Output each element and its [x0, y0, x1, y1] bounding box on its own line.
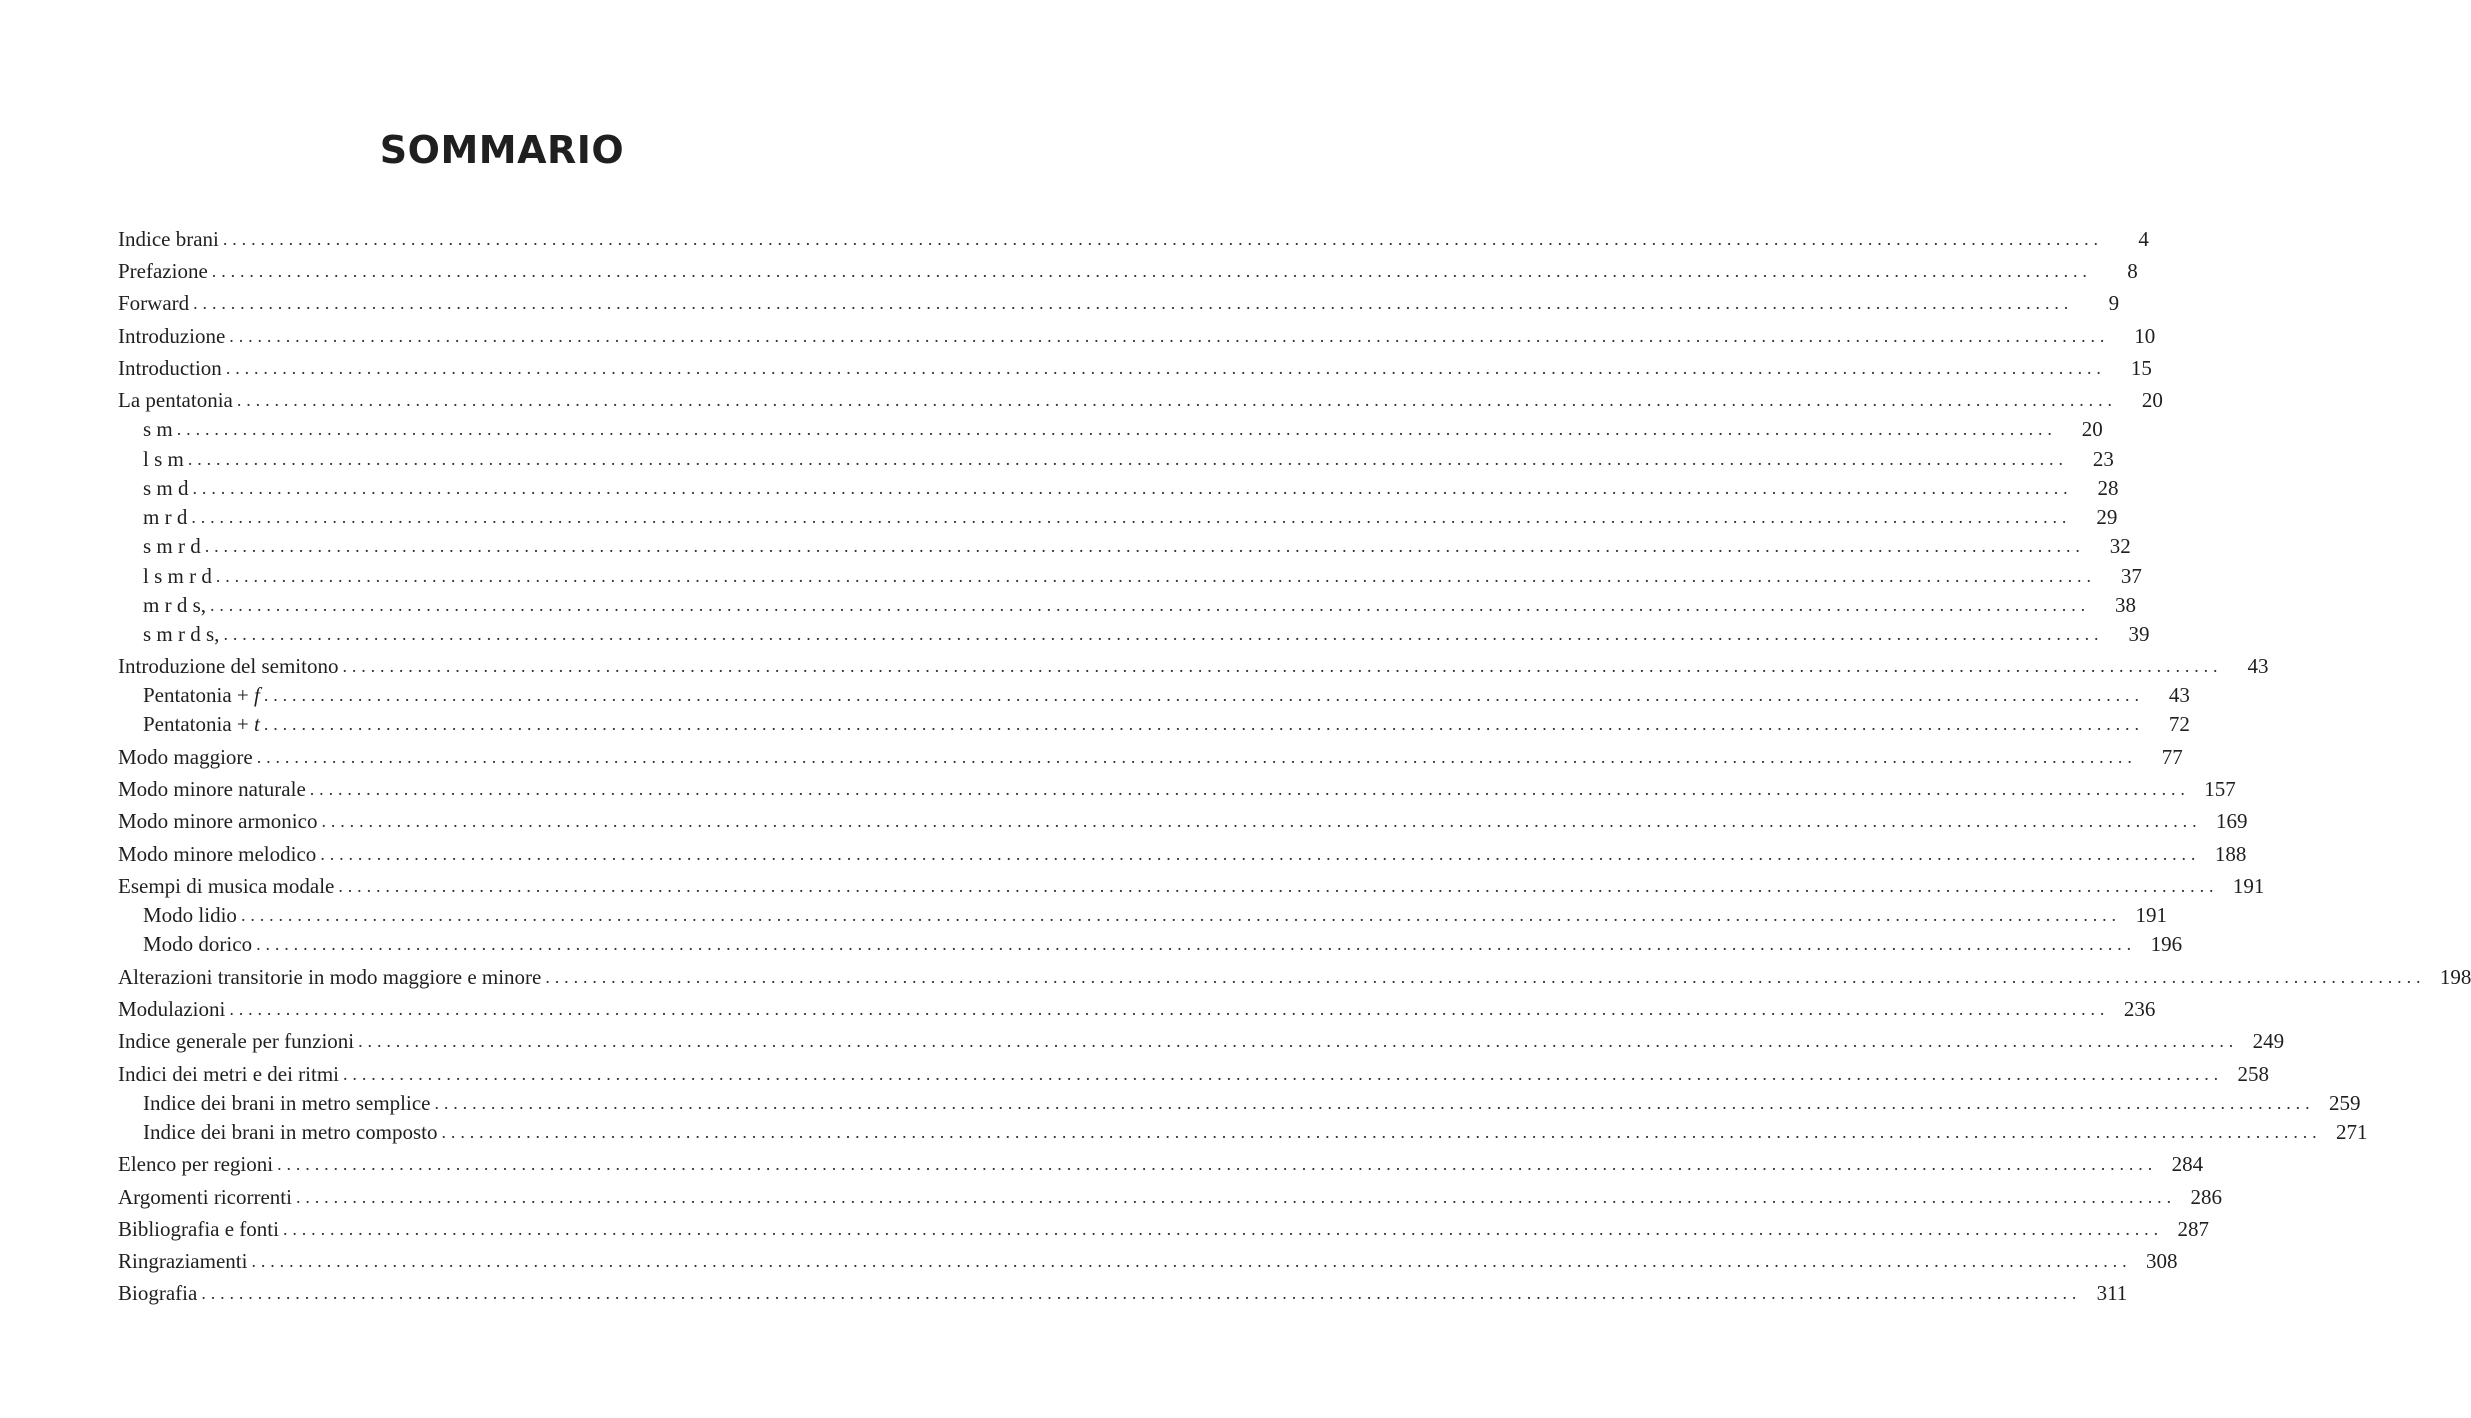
dot-leader: ........................................................................................................................................................................................................ — [176, 419, 2057, 439]
toc-entry — [118, 680, 2190, 710]
toc-entry-page-number: 39 — [2128, 622, 2150, 646]
toc-entry-page-number: 10 — [2134, 324, 2156, 348]
toc-entry — [118, 651, 2269, 681]
toc-entry — [118, 321, 2156, 351]
toc-entry-label: Indici dei metri e dei ritmi — [118, 1062, 340, 1086]
dot-leader: ........................................................................................................................................................................................................ — [192, 478, 2073, 498]
toc-entry-label: s m r d — [143, 534, 201, 558]
toc-entry-label: Modulazioni — [118, 997, 226, 1021]
toc-entry — [118, 444, 2114, 474]
dot-leader: ........................................................................................................................................................................................................ — [545, 967, 2426, 987]
toc-entry — [118, 1117, 2368, 1147]
toc-entry-page-number: 77 — [2161, 745, 2183, 769]
toc-entry-label: Modo minore naturale — [118, 777, 306, 801]
toc-entry-page-number: 258 — [2237, 1062, 2270, 1086]
toc-entry-label: Modo lidio — [143, 903, 237, 927]
toc-entry-label: Forward — [118, 291, 190, 315]
toc-entry — [118, 414, 2103, 444]
dot-leader: ........................................................................................................................................................................................................ — [251, 1251, 2132, 1271]
toc-entry-page-number: 8 — [2127, 259, 2138, 283]
toc-entry-page-number: 157 — [2204, 777, 2236, 801]
dot-leader: ........................................................................................................................................................................................................ — [338, 876, 2219, 896]
toc-entry — [118, 1149, 2204, 1179]
toc-entry — [118, 929, 2183, 959]
dot-leader: ........................................................................................................................................................................................................ — [277, 1154, 2158, 1174]
toc-entry — [118, 561, 2142, 591]
toc-entry-label: Modo minore melodico — [118, 842, 317, 866]
dot-leader: ........................................................................................................................................................................................................ — [342, 656, 2223, 676]
toc-entry-label: Ringraziamenti — [118, 1249, 248, 1273]
toc-entry-page-number: 20 — [2141, 388, 2163, 412]
dot-leader: ........................................................................................................................................................................................................ — [321, 811, 2202, 831]
toc-entry-page-number: 308 — [2145, 1249, 2178, 1273]
toc-entry-page-number: 286 — [2190, 1185, 2222, 1209]
toc-entry-label: Indice dei brani in metro semplice — [143, 1091, 431, 1115]
toc-entry — [118, 1088, 2361, 1118]
dot-leader: ........................................................................................................................................................................................................ — [282, 1219, 2163, 1239]
dot-leader: ........................................................................................................................................................................................................ — [201, 1283, 2082, 1303]
toc-entry-page-number: 259 — [2328, 1091, 2361, 1115]
dot-leader: ........................................................................................................................................................................................................ — [441, 1122, 2322, 1142]
dot-leader: ........................................................................................................................................................................................................ — [223, 624, 2104, 644]
toc-entry — [118, 1182, 2222, 1212]
toc-entry-label: s m d — [143, 476, 189, 500]
toc-entry-label: Modo maggiore — [118, 745, 253, 769]
toc-entry-label: Biografia — [118, 1281, 198, 1305]
toc-entry-page-number: 188 — [2214, 842, 2247, 866]
toc-entry — [118, 256, 2138, 286]
toc-entry-label: Prefazione — [118, 259, 208, 283]
toc-entry-label: l s m r d — [143, 564, 212, 588]
toc-entry — [118, 742, 2183, 772]
toc-entry-page-number: 43 — [2168, 683, 2190, 707]
toc-entry — [118, 619, 2150, 649]
dot-leader: ........................................................................................................................................................................................................ — [256, 934, 2137, 954]
toc-entry — [118, 385, 2163, 415]
toc-entry — [118, 839, 2247, 869]
toc-entry — [118, 709, 2190, 739]
toc-entry-label: Indice dei brani in metro composto — [143, 1120, 438, 1144]
dot-leader: ........................................................................................................................................................................................................ — [204, 536, 2085, 556]
toc-entry-page-number: 28 — [2097, 476, 2119, 500]
dot-leader: ........................................................................................................................................................................................................ — [222, 229, 2103, 249]
dot-leader: ........................................................................................................................................................................................................ — [191, 507, 2072, 527]
toc-entry-label-italic: t — [254, 712, 260, 736]
toc-entry-label: Introduction — [118, 356, 222, 380]
dot-leader: ........................................................................................................................................................................................................ — [215, 566, 2096, 586]
dot-leader: ........................................................................................................................................................................................................ — [263, 714, 2144, 734]
toc-entry-label: s m — [143, 417, 173, 441]
toc-entry-page-number: 191 — [2135, 903, 2167, 927]
dot-leader: ........................................................................................................................................................................................................ — [309, 779, 2190, 799]
toc-entry-label: Argomenti ricorrenti — [118, 1185, 292, 1209]
toc-entry-page-number: 249 — [2252, 1029, 2285, 1053]
dot-leader: ........................................................................................................................................................................................................ — [229, 326, 2110, 346]
toc-entry-page-number: 9 — [2108, 291, 2120, 315]
toc-entry-label: m r d — [143, 505, 188, 529]
toc-entry — [118, 1026, 2285, 1056]
toc-entry-page-number: 72 — [2168, 712, 2190, 736]
toc-entry — [118, 1278, 2128, 1308]
dot-leader: ........................................................................................................................................................................................................ — [295, 1187, 2176, 1207]
toc-entry-label: Indice brani — [118, 227, 219, 251]
toc-entry — [118, 224, 2149, 254]
dot-leader: ........................................................................................................................................................................................................ — [236, 390, 2117, 410]
toc-entry-label-italic: f — [254, 683, 260, 707]
toc-entry-page-number: 4 — [2138, 227, 2149, 251]
toc-entry — [118, 871, 2265, 901]
toc-entry-page-number: 198 — [2439, 965, 2471, 989]
toc-entry-page-number: 284 — [2171, 1152, 2204, 1176]
toc-entry — [118, 1246, 2178, 1276]
page-title: SOMMARIO — [379, 128, 625, 172]
toc-entry-label: s m r d s, — [143, 622, 220, 646]
toc-entry-label: Introduzione del semitono — [118, 654, 339, 678]
toc-entry-page-number: 15 — [2130, 356, 2152, 380]
dot-leader: ........................................................................................................................................................................................................ — [187, 449, 2068, 469]
toc-entry-page-number: 196 — [2150, 932, 2183, 956]
toc-entry-label: Pentatonia + t — [143, 712, 260, 736]
toc-entry — [118, 900, 2167, 930]
dot-leader: ........................................................................................................................................................................................................ — [229, 999, 2110, 1019]
toc-entry-label: Introduzione — [118, 324, 226, 348]
toc-entry-page-number: 32 — [2109, 534, 2131, 558]
toc-entry-label: Pentatonia + f — [143, 683, 260, 707]
toc-entry-label: Esempi di musica modale — [118, 874, 335, 898]
dot-leader: ........................................................................................................................................................................................................ — [343, 1064, 2224, 1084]
dot-leader: ........................................................................................................................................................................................................ — [225, 358, 2106, 378]
toc-entry-page-number: 37 — [2120, 564, 2142, 588]
toc-entry-page-number: 29 — [2096, 505, 2118, 529]
dot-leader: ........................................................................................................................................................................................................ — [434, 1093, 2315, 1113]
dot-leader: ........................................................................................................................................................................................................ — [211, 261, 2092, 281]
toc-entry-label: Modo minore armonico — [118, 809, 318, 833]
toc-entry — [118, 353, 2152, 383]
toc-entry — [118, 1214, 2209, 1244]
dot-leader: ........................................................................................................................................................................................................ — [358, 1031, 2239, 1051]
dot-leader: ........................................................................................................................................................................................................ — [193, 293, 2074, 313]
toc-entry — [118, 994, 2156, 1024]
dot-leader: ........................................................................................................................................................................................................ — [263, 685, 2144, 705]
toc-entry-label: Elenco per regioni — [118, 1152, 274, 1176]
dot-leader: ........................................................................................................................................................................................................ — [256, 747, 2137, 767]
dot-leader: ........................................................................................................................................................................................................ — [210, 595, 2090, 615]
toc-entry-label: Bibliografia e fonti — [118, 1217, 279, 1241]
toc-entry-page-number: 43 — [2247, 654, 2269, 678]
toc-entry — [118, 473, 2119, 503]
toc-entry-page-number: 271 — [2336, 1120, 2368, 1144]
toc-entry-label: Indice generale per funzioni — [118, 1029, 355, 1053]
toc-entry-page-number: 38 — [2115, 593, 2136, 617]
toc-entry-page-number: 23 — [2092, 447, 2114, 471]
dot-leader: ........................................................................................................................................................................................................ — [240, 905, 2121, 925]
toc-entry-page-number: 287 — [2177, 1217, 2209, 1241]
toc-entry-label: l s m — [143, 447, 184, 471]
toc-entry — [118, 774, 2236, 804]
toc-entry — [118, 288, 2120, 318]
toc-entry-label: Alterazioni transitorie in modo maggiore e minore — [118, 965, 542, 989]
toc-entry-label: m r d s, — [143, 593, 206, 617]
toc-entry-page-number: 20 — [2081, 417, 2103, 441]
toc-entry-page-number: 236 — [2123, 997, 2156, 1021]
toc-entry — [118, 590, 2136, 620]
toc-entry — [118, 502, 2118, 532]
toc-entry-label: La pentatonia — [118, 388, 233, 412]
toc-entry-page-number: 191 — [2232, 874, 2265, 898]
toc-entry-page-number: 311 — [2096, 1281, 2128, 1305]
dot-leader: ........................................................................................................................................................................................................ — [320, 844, 2201, 864]
toc-entry-page-number: 169 — [2215, 809, 2248, 833]
toc-entry — [118, 806, 2248, 836]
toc-entry — [118, 962, 2471, 992]
toc-entry — [118, 531, 2131, 561]
toc-entry-label: Modo dorico — [143, 932, 253, 956]
toc-entry — [118, 1059, 2270, 1089]
